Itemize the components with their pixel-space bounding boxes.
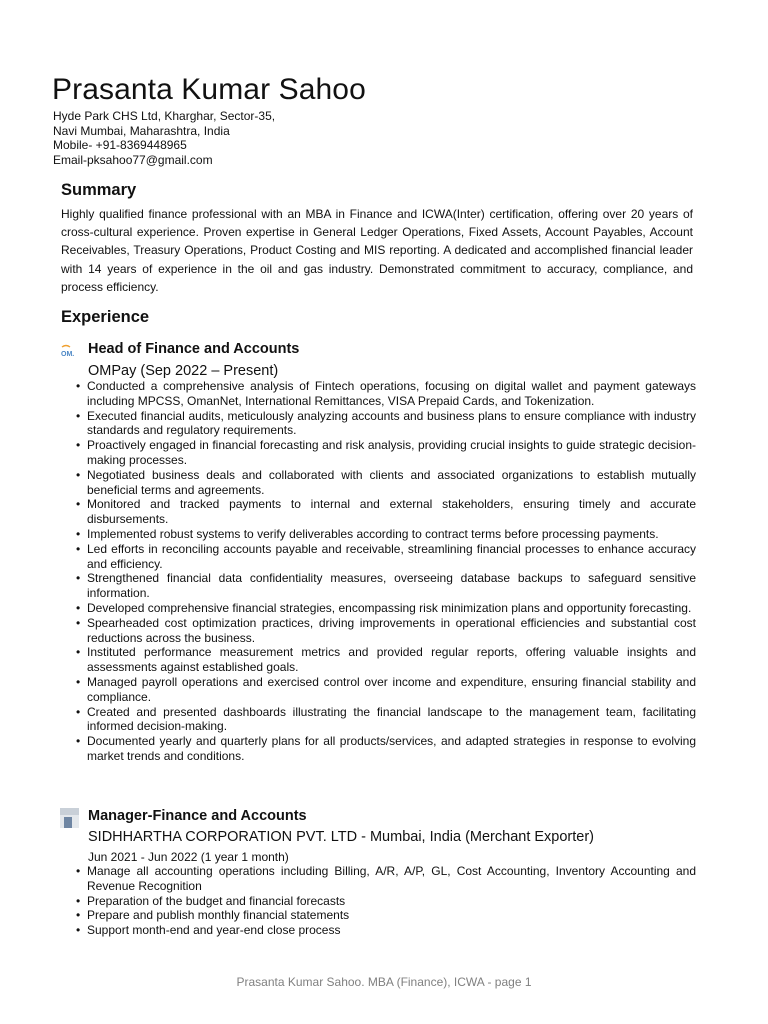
job-bullet-item: • Implemented robust systems to verify deliverables according to contract terms before processing payments. — [76, 527, 696, 542]
summary-text: Highly qualified finance professional with an MBA in Finance and ICWA(Inter) certification, offering over 20 years of cross-cultural experience. Proven expertise in General Ledger Operations, Fixed Assets, Account Payables, Account Receivables, Treasury Operations, Product Costing and MIS reporting. A dedicated and accomplished financial leader with 14 years of experience in the oil and gas industry. Demonstrated commitment to accuracy, compliance, and process efficiency. — [61, 207, 693, 294]
job-entry-ompay — [60, 341, 700, 764]
contact-block — [53, 109, 275, 167]
experience-heading: Experience — [61, 308, 150, 326]
job-bullet-item: • Negotiated business deals and collaborated with clients and associated organizations to establish mutually beneficial terms and agreements. — [76, 468, 696, 498]
job-header — [60, 808, 700, 828]
email-address: Email-pksahoo77@gmail.com — [53, 152, 213, 167]
candidate-name: Prasanta Kumar Sahoo — [52, 73, 366, 106]
summary-heading: Summary — [61, 181, 137, 199]
job-bullet-item: • Conducted a comprehensive analysis of Fintech operations, focusing on digital wallet and payment gateways including MPCSS, OmanNet, International Remittances, VISA Prepaid Cards, and Tokenization. — [76, 379, 696, 409]
job-bullet-item: • Prepare and publish monthly financial statements — [76, 908, 696, 923]
job-title: Head of Finance and Accounts — [88, 341, 300, 357]
logo-text: OM. — [61, 351, 75, 358]
job-bullet-item: • Monitored and tracked payments to internal and external stakeholders, ensuring timely and accurate disbursements. — [76, 497, 696, 527]
address-line-2: Navi Mumbai, Maharashtra, India — [53, 123, 230, 138]
job-bullet-item: • Strengthened financial data confidentiality measures, overseeing database backups to safeguard sensitive information. — [76, 571, 696, 601]
job-bullet-item: • Created and presented dashboards illustrating the financial landscape to the management team, facilitating informed decision-making. — [76, 705, 696, 735]
job-bullet-list — [60, 379, 696, 764]
job-entry-sidhhartha — [60, 808, 700, 938]
job-bullet-item: • Developed comprehensive financial strategies, encompassing risk minimization plans and opportunity forecasting. — [76, 601, 696, 616]
address-line-1: Hyde Park CHS Ltd, Kharghar, Sector-35, — [53, 109, 276, 123]
job-bullet-item: • Manage all accounting operations including Billing, A/R, A/P, GL, Cost Accounting, Inventory Accounting and Revenue Recognition — [76, 864, 696, 894]
job-bullet-item: • Preparation of the budget and financial forecasts — [76, 894, 696, 909]
job-bullet-item: • Documented yearly and quarterly plans for all products/services, and adapted strategies in response to evolving market trends and conditions. — [76, 734, 696, 764]
mobile-number: Mobile- +91-8369448965 — [53, 138, 187, 153]
job-bullet-item: • Proactively engaged in financial forecasting and risk analysis, providing crucial insights to guide strategic decision-making processes. — [76, 438, 696, 468]
job-bullet-list — [60, 864, 696, 938]
job-bullet-item: • Spearheaded cost optimization practices, driving improvements in operational efficiencies and substantial cost reductions across the business. — [76, 616, 696, 646]
job-bullet-item: • Led efforts in reconciling accounts payable and receivable, streamlining financial processes to enhance accuracy and efficiency. — [76, 542, 696, 572]
company-name: OMPay (Sep 2022 – Present) — [88, 363, 279, 379]
job-bullet-item: • Managed payroll operations and exercised control over income and expenditure, ensuring financial stability and compliance. — [76, 675, 696, 705]
job-title: Manager-Finance and Accounts — [88, 808, 307, 824]
company-logo-icon — [60, 810, 80, 826]
job-bullet-item: • Executed financial audits, meticulously analyzing accounts and business plans to ensure compliance with industry standards and regulatory requirements. — [76, 409, 696, 439]
employment-dates: Jun 2021 - Jun 2022 (1 year 1 month) — [88, 850, 289, 864]
company-name: SIDHHARTHA CORPORATION PVT. LTD - Mumbai, India (Merchant Exporter) — [88, 829, 595, 845]
page-footer: Prasanta Kumar Sahoo. MBA (Finance), ICWA - page 1 — [236, 975, 532, 989]
job-bullet-item: • Instituted performance measurement metrics and provided regular reports, offering valuable insights and assessments against established goals. — [76, 645, 696, 675]
ompay-logo-icon — [60, 343, 80, 359]
job-header — [60, 341, 700, 361]
job-bullet-item: • Support month-end and year-end close process — [76, 923, 696, 938]
